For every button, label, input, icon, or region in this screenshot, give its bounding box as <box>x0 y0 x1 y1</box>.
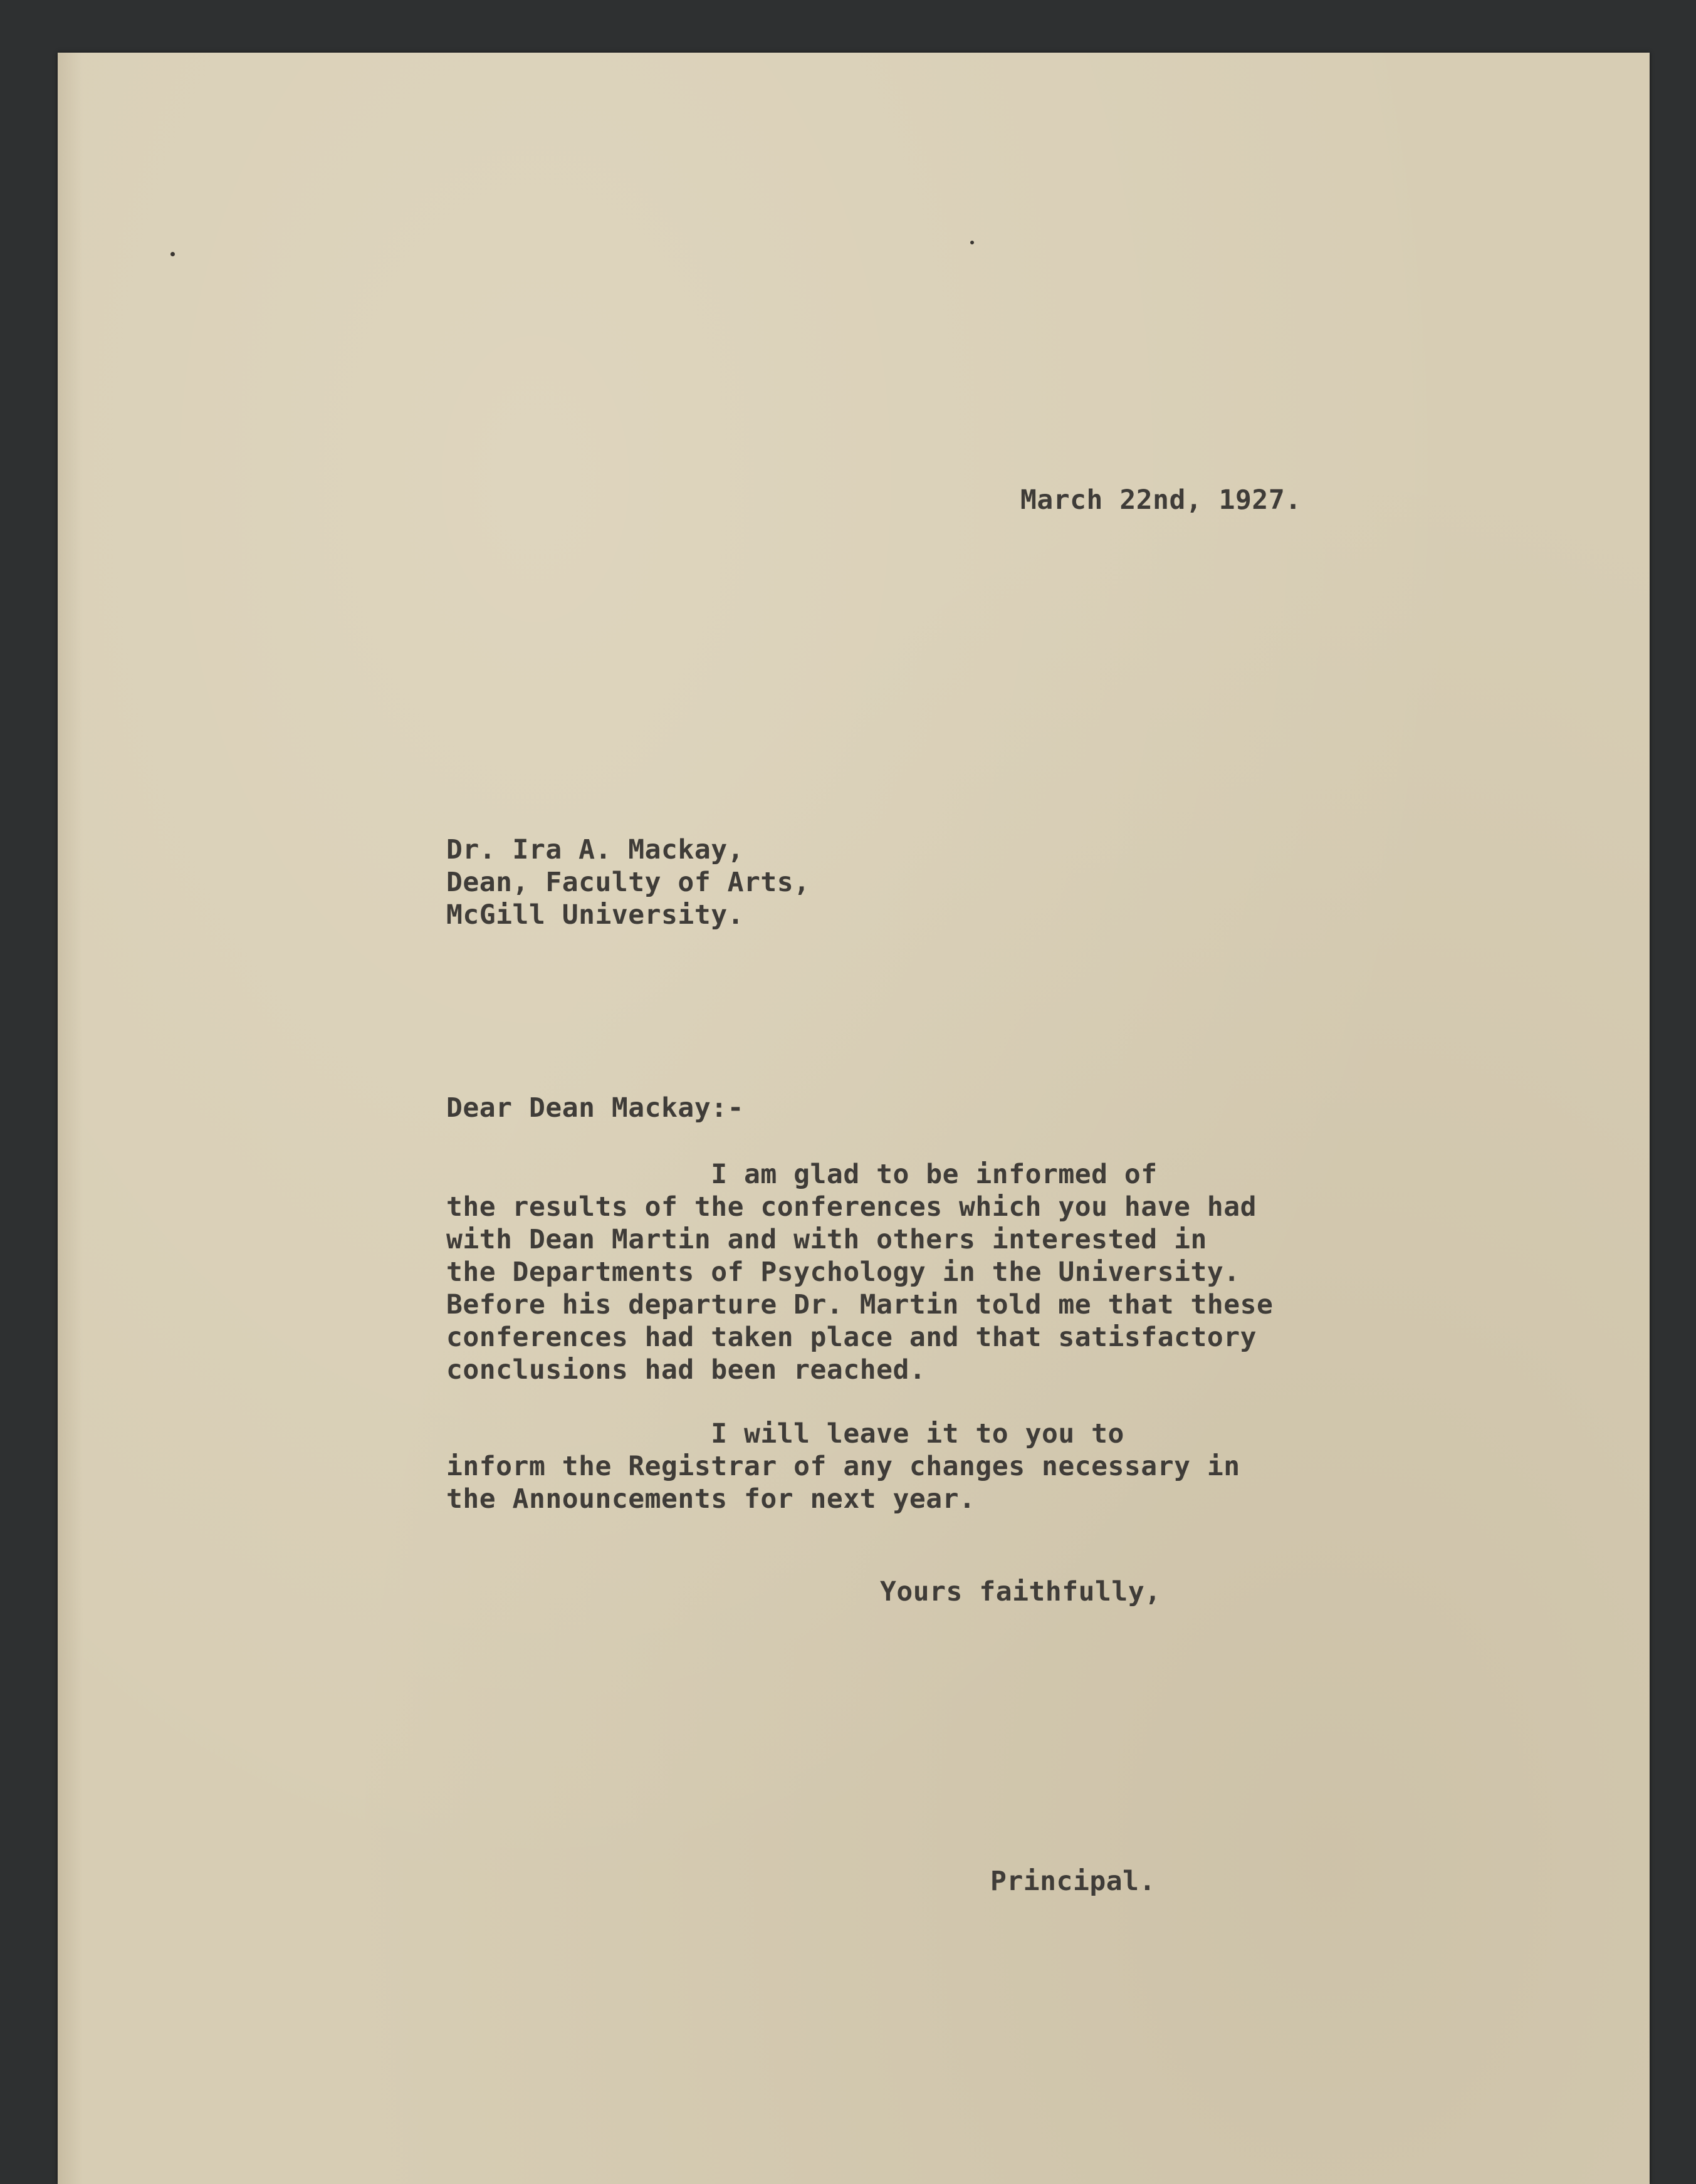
ink-speck <box>970 241 974 244</box>
paragraph-line: with Dean Martin and with others interested in <box>446 1224 1207 1255</box>
paragraph-line: conclusions had been reached. <box>446 1354 926 1386</box>
closing: Yours faithfully, <box>880 1576 1161 1607</box>
paragraph-line: I will leave it to you to <box>446 1418 1124 1450</box>
recipient-line: McGill University. <box>446 899 744 931</box>
paragraph-line: I am glad to be informed of <box>446 1159 1158 1190</box>
salutation: Dear Dean Mackay:- <box>446 1092 744 1124</box>
paragraph-line: the Departments of Psychology in the University. <box>446 1257 1240 1288</box>
paragraph-line: the results of the conferences which you have had <box>446 1191 1257 1223</box>
recipient-line: Dr. Ira A. Mackay, <box>446 834 744 865</box>
paragraph-line: conferences had taken place and that satisfactory <box>446 1322 1257 1353</box>
letter-page <box>58 53 1650 2184</box>
paragraph-line: Before his departure Dr. Martin told me that these <box>446 1289 1274 1320</box>
recipient-line: Dean, Faculty of Arts, <box>446 867 810 898</box>
paragraph-line: inform the Registrar of any changes necessary in <box>446 1451 1240 1482</box>
signature-title: Principal. <box>990 1866 1156 1897</box>
letter-date: March 22nd, 1927. <box>1020 484 1302 516</box>
paragraph-line: the Announcements for next year. <box>446 1483 976 1515</box>
ink-speck <box>170 252 175 256</box>
